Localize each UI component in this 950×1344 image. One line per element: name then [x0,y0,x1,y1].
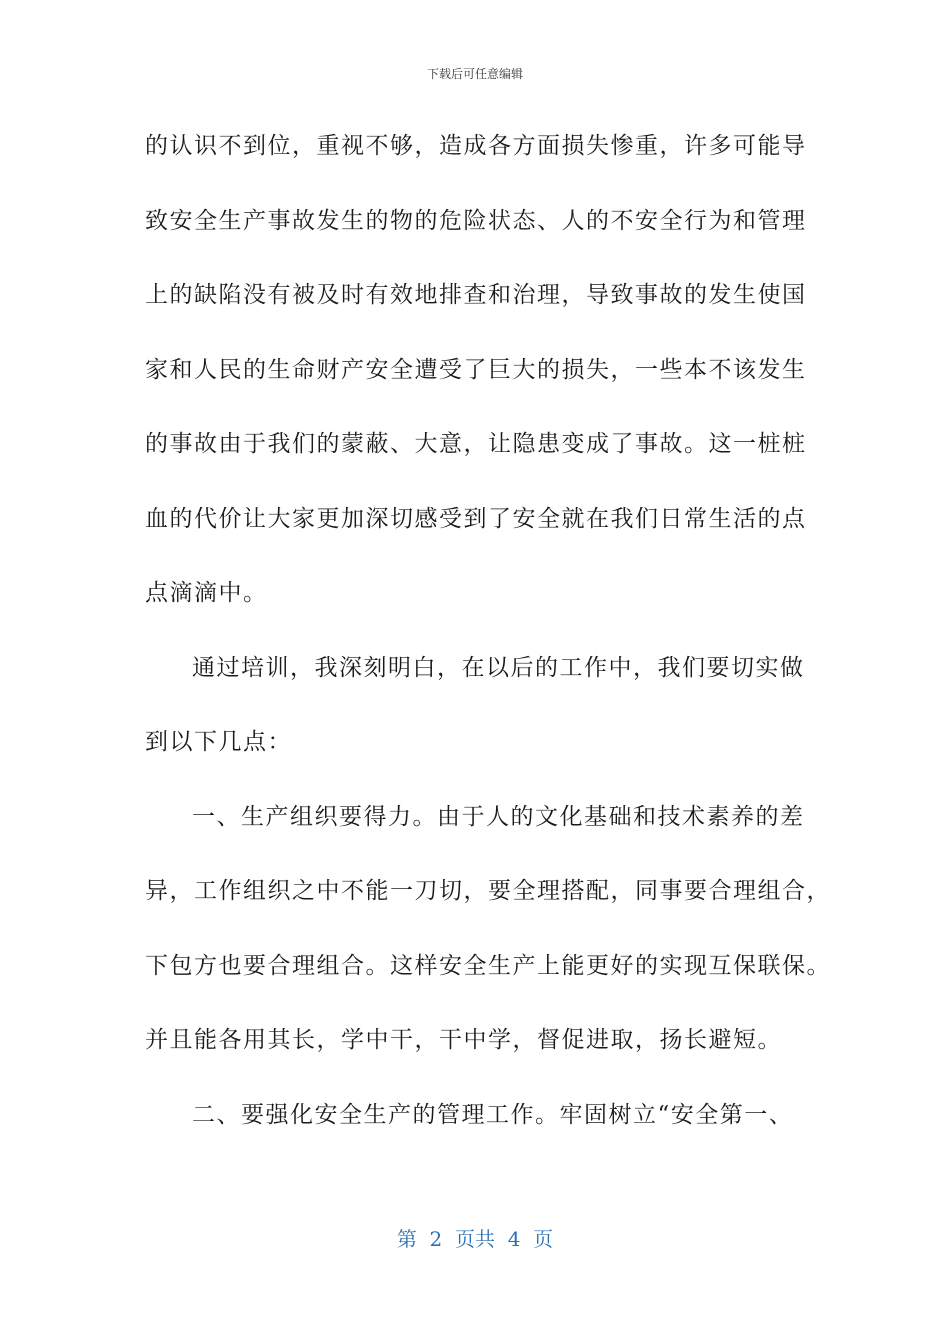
text-line: 异，工作组织之中不能一刀切，要全理搭配，同事要合理组合， [145,878,831,904]
page-number-footer: 第 2 页共 4 页 [396,1227,554,1251]
paragraph-start-line: 通过培训，我深刻明白，在以后的工作中，我们要切实做 [192,654,805,681]
text-line: 到以下几点： [145,729,292,755]
document-body [145,122,831,1165]
paragraph-start-line: 二、要强化安全生产的管理工作。牢固树立“安全第一、 [192,1101,794,1128]
text-line: 家和人民的生命财产安全遭受了巨大的损失，一些本不该发生 [145,356,807,383]
text-line: 并且能各用其长，学中干，干中学，督促进取，扬长避短。 [145,1027,782,1053]
text-line: 点滴滴中。 [145,580,268,606]
page-header: 下载后可任意编辑 [426,67,523,81]
text-line: 上的缺陷没有被及时有效地排查和治理，导致事故的发生使国 [145,282,807,308]
text-line: 的事故由于我们的蒙蔽、大意，让隐患变成了事故。这一桩桩 [145,431,807,457]
text-line: 血的代价让大家更加深切感受到了安全就在我们日常生活的点 [145,505,807,532]
text-line: 下包方也要合理组合。这样安全生产上能更好的实现互保联保。 [145,952,831,979]
text-line: 的认识不到位，重视不够，造成各方面损失惨重，许多可能导 [145,133,807,159]
text-line: 致安全生产事故发生的物的危险状态、人的不安全行为和管理 [145,207,807,234]
paragraph-start-line: 一、生产组织要得力。由于人的文化基础和技术素养的差 [192,803,805,830]
